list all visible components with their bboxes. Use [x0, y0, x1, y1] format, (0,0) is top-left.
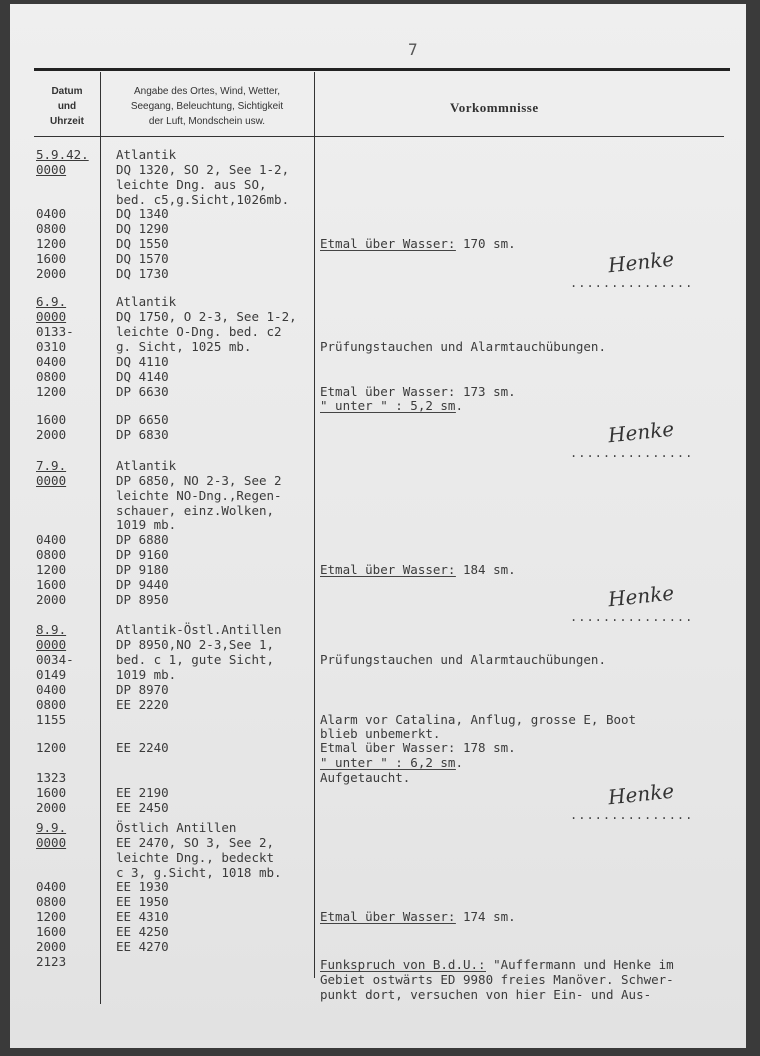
location-entry: EE 4270 — [116, 939, 169, 954]
event-entry: punkt dort, versuchen von hier Ein- und Aus- — [320, 987, 652, 1002]
date-time-entry: 0400 — [36, 354, 67, 369]
header-location-line: Angabe des Ortes, Wind, Wetter, — [134, 86, 280, 97]
location-entry: DQ 4110 — [116, 354, 169, 369]
event-entry: Etmal über Wasser: 184 sm. — [320, 562, 516, 577]
event-entry: Etmal über Wasser: 170 sm. — [320, 236, 516, 251]
date-time-entry: 0400 — [36, 879, 67, 894]
event-entry: Etmal über Wasser: 178 sm. — [320, 740, 516, 755]
location-entry: leichte O-Dng. bed. c2 — [116, 324, 282, 339]
date-time-entry: 0800 — [36, 894, 67, 909]
location-entry: EE 2450 — [116, 800, 169, 815]
signature-henke: Henke — [606, 778, 676, 810]
header-rule — [34, 136, 724, 137]
location-entry: DP 8950 — [116, 592, 169, 607]
column-divider-1 — [100, 72, 101, 1004]
date-time-entry: 0310 — [36, 339, 67, 354]
signature-dotted-line: ............... — [570, 276, 694, 290]
location-entry: DP 9180 — [116, 562, 169, 577]
signature-henke: Henke — [606, 246, 676, 278]
location-entry: DP 6630 — [116, 384, 169, 399]
date-time-entry: 0133- — [36, 324, 74, 339]
header-date-line: und — [57, 101, 77, 112]
signature-henke: Henke — [606, 580, 676, 612]
event-entry: " unter " : 5,2 sm. — [320, 398, 463, 413]
location-entry: leichte NO-Dng.,Regen- — [116, 488, 282, 503]
location-entry: DP 9160 — [116, 547, 169, 562]
location-entry: EE 2220 — [116, 697, 169, 712]
column-divider-2 — [314, 72, 315, 978]
date-time-entry: 1200 — [36, 562, 67, 577]
date-time-entry: 1155 — [36, 712, 67, 727]
location-entry: DP 6880 — [116, 532, 169, 547]
date-time-entry: 1600 — [36, 577, 67, 592]
event-entry: Etmal über Wasser: 174 sm. — [320, 909, 516, 924]
date-time-entry: 1600 — [36, 251, 67, 266]
logbook-page — [10, 4, 746, 1048]
date-time-entry: 0149 — [36, 667, 67, 682]
event-entry: Prüfungstauchen und Alarmtauchübungen. — [320, 339, 606, 354]
location-entry: EE 1930 — [116, 879, 169, 894]
header-date-line: Uhrzeit — [50, 116, 84, 127]
date-time-entry: 0800 — [36, 697, 67, 712]
location-entry: Atlantik — [116, 147, 177, 162]
event-entry: Alarm vor Catalina, Anflug, grosse E, Boot — [320, 712, 637, 727]
date-time-entry: 1600 — [36, 924, 67, 939]
date-time-entry: 0400 — [36, 682, 67, 697]
location-entry: DP 8970 — [116, 682, 169, 697]
signature-henke: Henke — [606, 416, 676, 448]
date-time-entry: 2000 — [36, 800, 67, 815]
top-rule — [34, 68, 730, 71]
location-entry: EE 1950 — [116, 894, 169, 909]
event-entry: Gebiet ostwärts ED 9980 freies Manöver. Schwer- — [320, 972, 674, 987]
date-time-entry: 0000 — [36, 473, 67, 488]
date-time-entry: 0400 — [36, 532, 67, 547]
event-entry: Prüfungstauchen und Alarmtauchübungen. — [320, 652, 606, 667]
location-entry: DQ 1320, SO 2, See 1-2, — [116, 162, 290, 177]
date-time-entry: 0400 — [36, 206, 67, 221]
location-entry: DP 6830 — [116, 427, 169, 442]
location-entry: DP 9440 — [116, 577, 169, 592]
location-entry: DQ 1730 — [116, 266, 169, 281]
header-location-column — [102, 84, 312, 129]
location-entry: EE 2470, SO 3, See 2, — [116, 835, 275, 850]
location-entry: DQ 1290 — [116, 221, 169, 236]
location-entry: Atlantik — [116, 294, 177, 309]
date-time-entry: 6.9. — [36, 294, 67, 309]
date-time-entry: 0800 — [36, 221, 67, 236]
date-time-entry: 0034- — [36, 652, 74, 667]
event-entry: Funkspruch von B.d.U.: "Auffermann und Henke im — [320, 957, 674, 972]
date-time-entry: 1323 — [36, 770, 67, 785]
location-entry: bed. c 1, gute Sicht, — [116, 652, 275, 667]
event-entry: Aufgetaucht. — [320, 770, 411, 785]
location-entry: schauer, einz.Wolken, — [116, 503, 275, 518]
header-date-line: Datum — [51, 86, 83, 97]
date-time-entry: 0000 — [36, 835, 67, 850]
date-time-entry: 2000 — [36, 592, 67, 607]
header-location-line: der Luft, Mondschein usw. — [148, 116, 266, 127]
location-entry: g. Sicht, 1025 mb. — [116, 339, 252, 354]
date-time-entry: 0800 — [36, 547, 67, 562]
location-entry: DP 6850, NO 2-3, See 2 — [116, 473, 282, 488]
page-number: 7 — [408, 40, 418, 59]
location-entry: DQ 1340 — [116, 206, 169, 221]
date-time-entry: 2000 — [36, 266, 67, 281]
location-entry: DQ 1570 — [116, 251, 169, 266]
date-time-entry: 0800 — [36, 369, 67, 384]
location-entry: leichte Dng., bedeckt — [116, 850, 275, 865]
date-time-entry: 8.9. — [36, 622, 67, 637]
location-entry: DQ 1750, O 2-3, See 1-2, — [116, 309, 297, 324]
date-time-entry: 7.9. — [36, 458, 67, 473]
location-entry: leichte Dng. aus SO, — [116, 177, 267, 192]
signature-dotted-line: ............... — [570, 446, 694, 460]
signature-dotted-line: ............... — [570, 610, 694, 624]
date-time-entry: 1200 — [36, 909, 67, 924]
date-time-entry: 0000 — [36, 162, 67, 177]
location-entry: Östlich Antillen — [116, 820, 237, 835]
location-entry: DP 6650 — [116, 412, 169, 427]
date-time-entry: 2000 — [36, 427, 67, 442]
date-time-entry: 0000 — [36, 309, 67, 324]
location-entry: c 3, g.Sicht, 1018 mb. — [116, 865, 282, 880]
location-entry: 1019 mb. — [116, 517, 177, 532]
signature-dotted-line: ............... — [570, 808, 694, 822]
location-entry: EE 2240 — [116, 740, 169, 755]
header-location-line: Seegang, Beleuchtung, Sichtigkeit — [130, 101, 284, 112]
location-entry: 1019 mb. — [116, 667, 177, 682]
date-time-entry: 1200 — [36, 384, 67, 399]
date-time-entry: 5.9.42. — [36, 147, 89, 162]
date-time-entry: 0000 — [36, 637, 67, 652]
event-entry: blieb unbemerkt. — [320, 726, 441, 741]
event-entry: Etmal über Wasser: 173 sm. — [320, 384, 516, 399]
date-time-entry: 9.9. — [36, 820, 67, 835]
location-entry: EE 4310 — [116, 909, 169, 924]
date-time-entry: 1600 — [36, 412, 67, 427]
date-time-entry: 1200 — [36, 740, 67, 755]
date-time-entry: 2123 — [36, 954, 67, 969]
header-events-column: Vorkommnisse — [450, 100, 539, 115]
location-entry: DQ 4140 — [116, 369, 169, 384]
date-time-entry: 2000 — [36, 939, 67, 954]
header-date-column — [34, 84, 100, 129]
location-entry: Atlantik-Östl.Antillen — [116, 622, 282, 637]
date-time-entry: 1200 — [36, 236, 67, 251]
location-entry: DP 8950,NO 2-3,See 1, — [116, 637, 275, 652]
location-entry: DQ 1550 — [116, 236, 169, 251]
location-entry: Atlantik — [116, 458, 177, 473]
location-entry: EE 2190 — [116, 785, 169, 800]
location-entry: bed. c5,g.Sicht,1026mb. — [116, 192, 290, 207]
location-entry: EE 4250 — [116, 924, 169, 939]
date-time-entry: 1600 — [36, 785, 67, 800]
event-entry: " unter " : 6,2 sm. — [320, 755, 463, 770]
